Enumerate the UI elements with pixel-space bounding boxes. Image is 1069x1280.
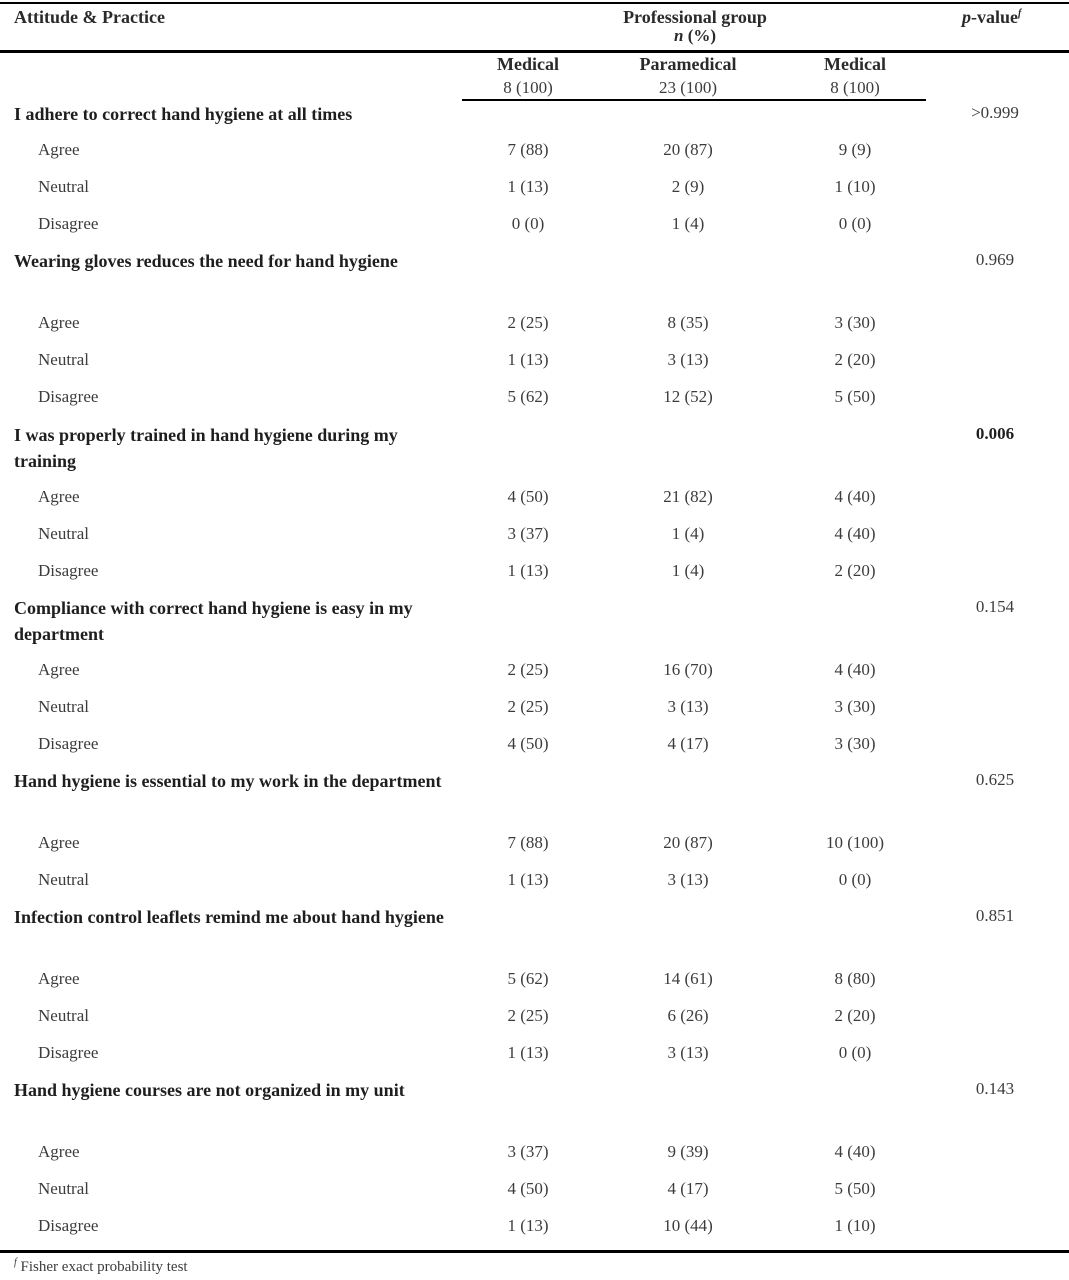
- group-unit-n: n: [673, 26, 684, 45]
- question-text: Wearing gloves reduces the need for hand hygiene: [14, 251, 398, 271]
- response-label: Agree: [38, 487, 80, 506]
- table-cell: 1 (13): [507, 560, 549, 580]
- response-label: Disagree: [38, 1215, 99, 1235]
- table-cell: 1 (4): [671, 213, 705, 233]
- col-medical-1-name: Medical: [497, 54, 559, 74]
- response-label: Neutral: [38, 523, 89, 543]
- response-label: Disagree: [38, 386, 99, 406]
- response-label: Neutral: [38, 176, 89, 196]
- col-medical-2-name: Medical: [824, 54, 886, 74]
- table-cell: 5 (50): [834, 1178, 876, 1198]
- table-cell: 2 (20): [834, 349, 876, 369]
- question-text: I adhere to correct hand hygiene at all times: [14, 104, 353, 124]
- table-cell: 1 (13): [507, 1042, 549, 1062]
- response-label: Agree: [38, 1142, 80, 1161]
- table-cell: 4 (40): [834, 523, 876, 543]
- table-cell: 8 (35): [667, 313, 709, 332]
- table-cell: 4 (40): [834, 660, 876, 679]
- header-rule: [0, 50, 1069, 53]
- col-paramedical-name: Paramedical: [639, 54, 737, 74]
- group-unit: [540, 26, 850, 46]
- table-cell: 3 (13): [667, 869, 709, 889]
- table-cell: 2 (9): [671, 176, 705, 196]
- table-cell: 1 (13): [507, 349, 549, 369]
- p-value: 0.851: [975, 906, 1015, 925]
- table-cell: 10 (44): [663, 1215, 713, 1235]
- response-label: Agree: [38, 140, 80, 159]
- table-cell: 7 (88): [507, 833, 549, 852]
- col-medical-1-n: 8 (100): [503, 78, 553, 97]
- table-cell: 3 (30): [834, 313, 876, 332]
- table-cell: 2 (20): [834, 560, 876, 580]
- top-rule: [0, 2, 1069, 4]
- table-cell: 16 (70): [663, 660, 713, 679]
- table-cell: 4 (17): [667, 1178, 709, 1198]
- pvalue-p: p: [962, 7, 971, 27]
- table-cell: 2 (25): [507, 660, 549, 679]
- table-cell: 1 (13): [507, 176, 549, 196]
- col-medical-2-n: 8 (100): [830, 78, 880, 97]
- response-label: Agree: [38, 969, 80, 988]
- response-label: Agree: [38, 313, 80, 332]
- table-cell: 3 (30): [834, 733, 876, 753]
- p-value: 0.625: [975, 770, 1015, 789]
- col-header-attitude: Attitude & Practice: [14, 7, 165, 27]
- table-cell: 14 (61): [663, 969, 713, 988]
- pvalue-header: [962, 7, 1021, 28]
- response-label: Neutral: [38, 1178, 89, 1198]
- response-label: Neutral: [38, 1005, 89, 1025]
- group-title: Professional group: [623, 7, 767, 27]
- table-cell: 3 (37): [507, 523, 549, 543]
- p-value: 0.154: [975, 597, 1015, 616]
- table-cell: 9 (39): [667, 1142, 709, 1161]
- table-cell: 1 (10): [834, 1215, 876, 1235]
- table-cell: 4 (50): [507, 487, 549, 506]
- table-cell: 9 (9): [838, 140, 872, 159]
- p-value: 0.143: [975, 1079, 1015, 1098]
- question-text: Compliance with correct hand hygiene is easy in my department: [14, 598, 413, 644]
- question-text: Hand hygiene is essential to my work in the department: [14, 771, 442, 791]
- table-cell: 2 (20): [834, 1005, 876, 1025]
- response-label: Agree: [38, 833, 80, 852]
- response-label: Agree: [38, 660, 80, 679]
- table-cell: 1 (13): [507, 1215, 549, 1235]
- pvalue-rest: -value: [971, 7, 1018, 27]
- table-cell: 12 (52): [663, 386, 713, 406]
- table-cell: 5 (62): [507, 969, 549, 988]
- table-cell: 3 (37): [507, 1142, 549, 1161]
- response-label: Neutral: [38, 869, 89, 889]
- table-cell: 5 (62): [507, 386, 549, 406]
- p-value: 0.969: [975, 250, 1015, 269]
- table-cell: 1 (4): [671, 560, 705, 580]
- group-header: [540, 7, 850, 46]
- pvalue-footnote-mark: f: [1018, 8, 1022, 19]
- question-text: I was properly trained in hand hygiene during my training: [14, 425, 398, 471]
- p-value: 0.006: [975, 424, 1015, 443]
- response-label: Disagree: [38, 1042, 99, 1062]
- table-cell: 20 (87): [663, 833, 713, 852]
- table-cell: 2 (25): [507, 696, 549, 716]
- question-text: Infection control leaflets remind me about hand hygiene: [14, 907, 444, 927]
- table-cell: 3 (30): [834, 696, 876, 716]
- table-cell: 1 (13): [507, 869, 549, 889]
- table-cell: 10 (100): [825, 833, 885, 852]
- table-cell: 2 (25): [507, 1005, 549, 1025]
- table-cell: 0 (0): [511, 213, 545, 233]
- footnote-text: Fisher exact probability test: [16, 1259, 188, 1275]
- question-text: Hand hygiene courses are not organized in my unit: [14, 1080, 405, 1100]
- table-cell: 1 (4): [671, 523, 705, 543]
- table-cell: 4 (40): [834, 1142, 876, 1161]
- response-label: Neutral: [38, 349, 89, 369]
- footnote-mark: f: [14, 1257, 17, 1268]
- table-cell: 6 (26): [667, 1005, 709, 1025]
- table-cell: 7 (88): [507, 140, 549, 159]
- col-paramedical-n: 23 (100): [658, 78, 718, 97]
- response-label: Disagree: [38, 213, 99, 233]
- subheader-rule: [462, 99, 926, 101]
- p-value: >0.999: [971, 103, 1019, 122]
- response-label: Disagree: [38, 560, 99, 580]
- table-cell: 0 (0): [838, 1042, 872, 1062]
- table-cell: 4 (50): [507, 733, 549, 753]
- bottom-rule: [0, 1250, 1069, 1253]
- table-cell: 5 (50): [834, 386, 876, 406]
- table-cell: 3 (13): [667, 696, 709, 716]
- table-cell: 1 (10): [834, 176, 876, 196]
- response-label: Disagree: [38, 733, 99, 753]
- table-cell: 21 (82): [663, 487, 713, 506]
- table-cell: 3 (13): [667, 349, 709, 369]
- response-label: Neutral: [38, 696, 89, 716]
- table-cell: 4 (40): [834, 487, 876, 506]
- table-cell: 3 (13): [667, 1042, 709, 1062]
- table-cell: 8 (80): [834, 969, 876, 988]
- table-cell: 0 (0): [838, 869, 872, 889]
- group-unit-rest: (%): [683, 26, 717, 45]
- table-cell: 4 (50): [507, 1178, 549, 1198]
- table-cell: 20 (87): [663, 140, 713, 159]
- table-cell: 2 (25): [507, 313, 549, 332]
- table-cell: 4 (17): [667, 733, 709, 753]
- footnote: [14, 1257, 188, 1276]
- table-cell: 0 (0): [838, 213, 872, 233]
